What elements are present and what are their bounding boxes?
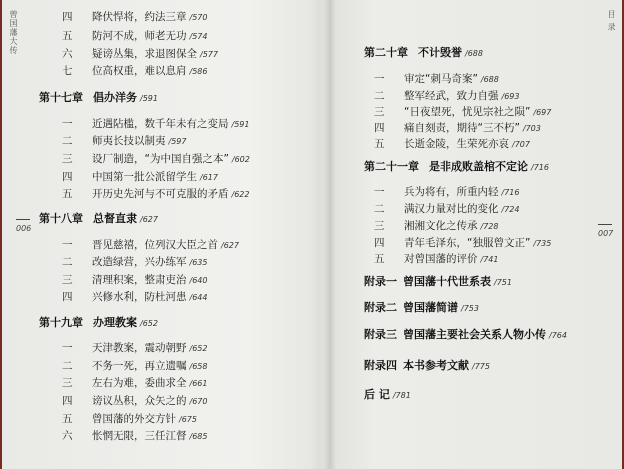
toc-entry: 四 降伏悍将，约法三章 /570	[62, 11, 208, 23]
chapter-heading: 第二十章 不计毁誉 /688	[364, 46, 483, 59]
appendix-heading: 附录一 曾国藩十代世系表 /751	[364, 275, 512, 288]
toc-entry: 六 怅惘无限，三任江督 /685	[62, 430, 208, 442]
toc-entry: 五 对曾国藩的评价 /741	[374, 253, 499, 265]
afterword-heading: 后 记 /781	[364, 388, 411, 401]
toc-entry: 三 湘湘文化之传承 /728	[374, 220, 499, 232]
toc-entry: 一 兵为将有，所重内轻 /716	[374, 186, 520, 198]
appendix-heading: 附录二 曾国藩简谱 /753	[364, 301, 479, 314]
appendix-heading: 附录四 本书参考文献 /775	[364, 359, 490, 372]
toc-entry: 四 中国第一批公派留学生 /617	[62, 171, 218, 183]
book-spread	[2, 0, 622, 469]
toc-entry: 三 左右为难，委曲求全 /661	[62, 377, 208, 389]
toc-entry: 二 整军经武，致力自强 /693	[374, 90, 520, 102]
toc-entry: 二 改造绿营，兴办练军 /635	[62, 256, 208, 268]
toc-entry: 三 “日夜望死，忧见宗社之陨” /697	[374, 106, 552, 118]
right-running-header: 目 录	[607, 10, 616, 32]
toc-entry: 二 师夷长技以制夷 /597	[62, 135, 187, 147]
book-gutter	[324, 0, 336, 469]
toc-entry: 四 青年毛泽东，“独服曾文正” /735	[374, 237, 552, 249]
toc-entry: 五 长逝金陵，生荣死亦哀 /707	[374, 138, 530, 150]
chapter-heading: 第十八章 总督直隶 /627	[39, 212, 158, 225]
left-running-header: 曾国藩大传	[9, 10, 18, 55]
toc-entry: 四 痛自刻责，期待“三不朽” /703	[374, 122, 541, 134]
toc-entry: 三 清理积案，整肃吏治 /640	[62, 274, 208, 286]
right-page-number: 007	[598, 229, 614, 238]
toc-entry: 三 设厂制造，“为中国自强之本” /602	[62, 153, 250, 165]
right-page-rule	[598, 224, 612, 225]
toc-entry: 五 曾国藩的外交方针 /675	[62, 413, 197, 425]
toc-entry: 四 谤议丛积，众矢之的 /670	[62, 395, 208, 407]
toc-entry: 四 兴修水利，防杜河患 /644	[62, 291, 208, 303]
left-page-number: 006	[16, 224, 32, 233]
toc-entry: 二 不务一死，再立遗嘱 /658	[62, 360, 208, 372]
toc-entry: 五 防河不成，师老无功 /574	[62, 30, 208, 42]
toc-entry: 二 满汉力量对比的变化 /724	[374, 203, 520, 215]
toc-entry: 一 晋见慈禧，位列汉大臣之首 /627	[62, 239, 239, 251]
chapter-heading: 第十九章 办理教案 /652	[39, 316, 158, 329]
chapter-heading: 第二十一章 是非成败盖棺不定论 /716	[364, 160, 549, 173]
appendix-heading: 附录三 曾国藩主要社会关系人物小传 /764	[364, 328, 567, 341]
toc-entry: 一 审定“刺马奇案” /688	[374, 73, 499, 85]
toc-entry: 五 开历史先河与不可克服的矛盾 /622	[62, 188, 250, 200]
toc-entry: 七 位高权重，难以息肩 /586	[62, 65, 208, 77]
chapter-heading: 第十七章 倡办洋务 /591	[39, 91, 158, 104]
toc-entry: 一 近遇阽槛，数千年未有之变局 /591	[62, 118, 250, 130]
toc-entry: 一 天津教案，震动朝野 /652	[62, 342, 208, 354]
toc-entry: 六 疑谤丛集，求退图保全 /577	[62, 48, 218, 60]
left-page-rule	[16, 219, 30, 220]
